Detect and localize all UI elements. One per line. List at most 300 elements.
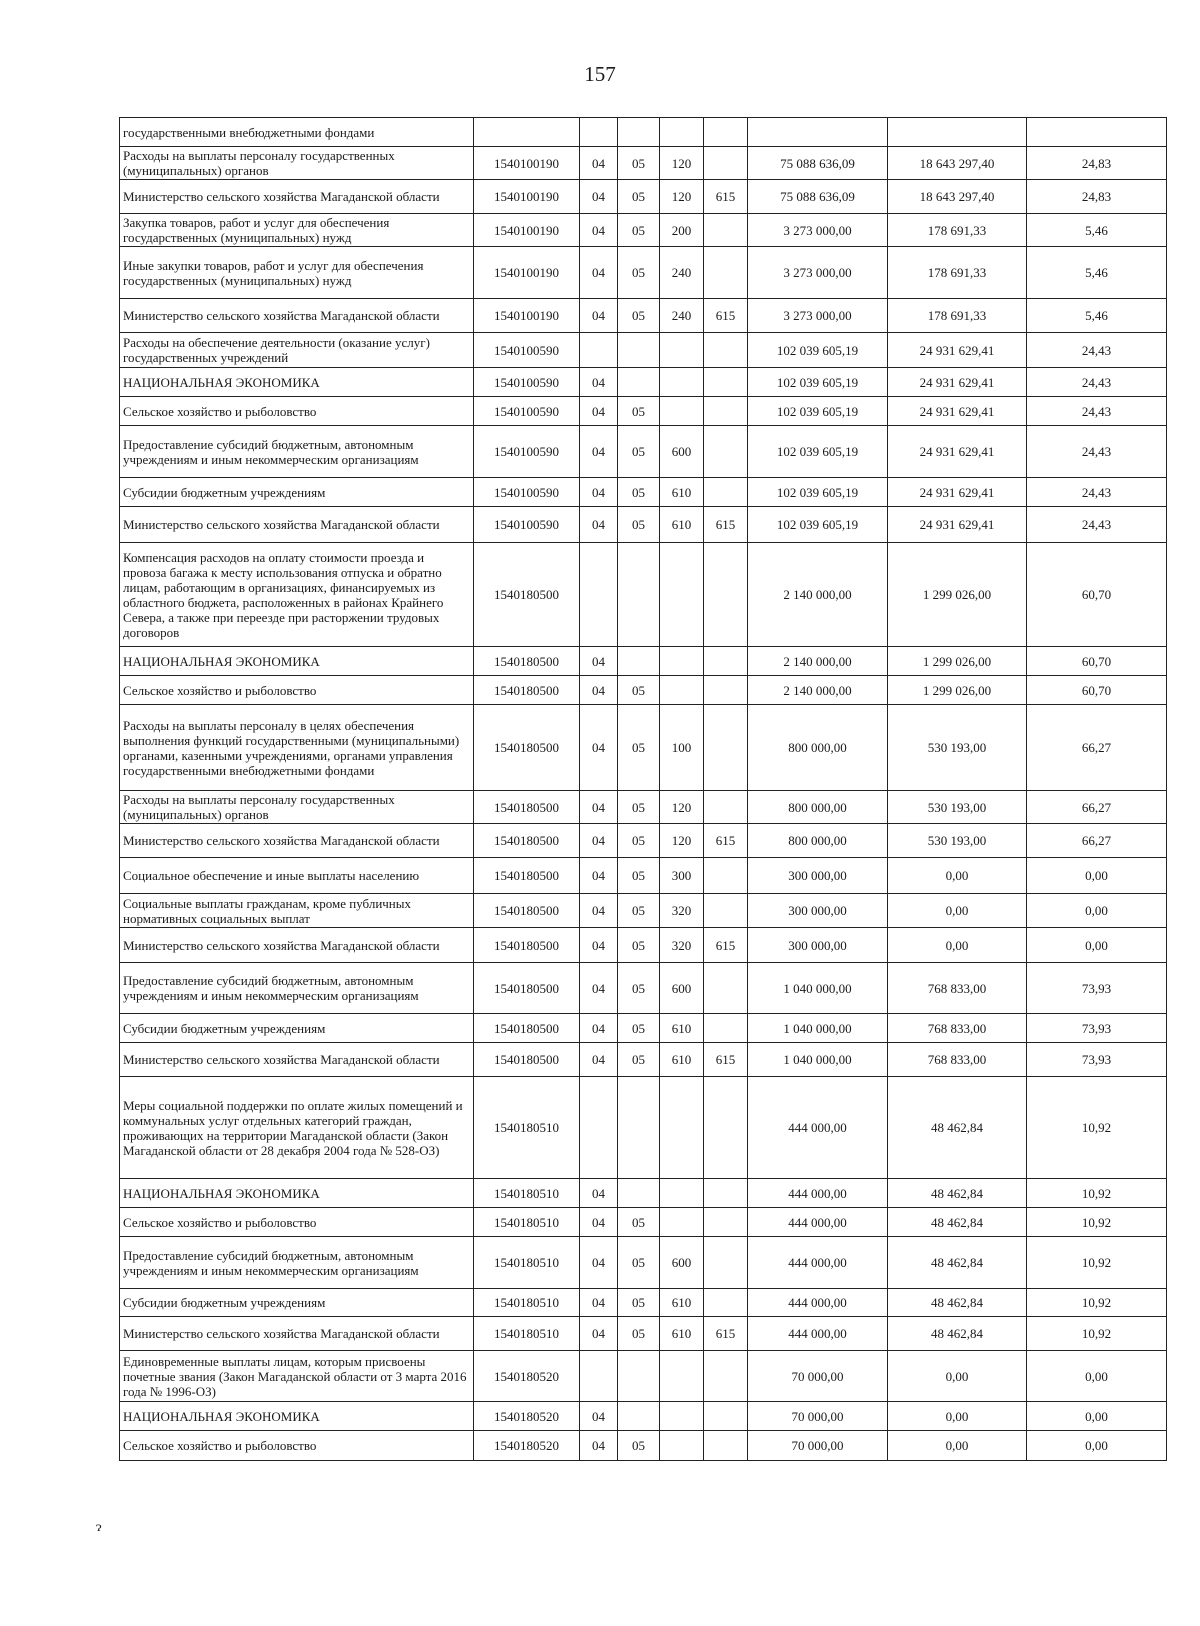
cell-name: Расходы на выплаты персоналу в целях обеспечения выполнения функций государственными (муниципальными) органами, казенными учреждениями, органами управления государственными внебюджетными фондами [120,705,474,791]
table-row [120,397,1167,426]
cell-plan: 102 039 605,19 [748,368,888,397]
cell-vr: 320 [660,894,704,928]
cell-fact: 18 643 297,40 [888,180,1027,214]
cell-pr: 05 [618,1237,660,1289]
table-row [120,1351,1167,1402]
cell-pr: 05 [618,299,660,333]
cell-gr [704,1014,748,1043]
cell-code: 1540100590 [474,333,580,368]
cell-fact: 0,00 [888,858,1027,894]
cell-plan: 444 000,00 [748,1208,888,1237]
cell-code: 1540180500 [474,543,580,647]
cell-plan: 300 000,00 [748,858,888,894]
table-row [120,705,1167,791]
cell-gr [704,705,748,791]
cell-fact: 768 833,00 [888,1014,1027,1043]
cell-pr: 05 [618,478,660,507]
cell-fact: 24 931 629,41 [888,368,1027,397]
cell-rz: 04 [580,247,618,299]
cell-code: 1540180500 [474,791,580,824]
table-row [120,824,1167,858]
cell-pr: 05 [618,1043,660,1077]
table-row [120,858,1167,894]
cell-gr [704,963,748,1014]
cell-vr [660,333,704,368]
cell-fact: 0,00 [888,1402,1027,1431]
cell-plan: 300 000,00 [748,928,888,963]
table-row [120,647,1167,676]
table-row [120,963,1167,1014]
cell-vr [660,1351,704,1402]
cell-code: 1540180510 [474,1289,580,1317]
cell-plan: 300 000,00 [748,894,888,928]
cell-pct: 0,00 [1027,1402,1167,1431]
cell-plan: 444 000,00 [748,1077,888,1179]
cell-name: Министерство сельского хозяйства Магаданской области [120,928,474,963]
cell-name: Единовременные выплаты лицам, которым присвоены почетные звания (Закон Магаданской области от 3 марта 2016 года № 1996-ОЗ) [120,1351,474,1402]
cell-pct: 73,93 [1027,1014,1167,1043]
cell-gr [704,368,748,397]
cell-gr [704,118,748,147]
cell-pct: 10,92 [1027,1077,1167,1179]
cell-vr [660,1431,704,1461]
cell-code: 1540100190 [474,247,580,299]
table-row [120,247,1167,299]
cell-name: Сельское хозяйство и рыболовство [120,676,474,705]
cell-vr [660,397,704,426]
cell-fact: 530 193,00 [888,705,1027,791]
cell-rz: 04 [580,478,618,507]
cell-gr [704,214,748,247]
table-row [120,928,1167,963]
cell-pr: 05 [618,824,660,858]
cell-gr: 615 [704,824,748,858]
cell-fact: 178 691,33 [888,299,1027,333]
cell-rz: 04 [580,824,618,858]
cell-pr: 05 [618,1289,660,1317]
cell-vr [660,1208,704,1237]
cell-fact: 1 299 026,00 [888,543,1027,647]
cell-name: Сельское хозяйство и рыболовство [120,1208,474,1237]
cell-gr [704,791,748,824]
cell-pct: 5,46 [1027,214,1167,247]
cell-plan: 70 000,00 [748,1402,888,1431]
cell-pr [618,647,660,676]
cell-vr: 120 [660,824,704,858]
cell-vr [660,647,704,676]
cell-pct: 24,43 [1027,426,1167,478]
cell-vr: 610 [660,1317,704,1351]
cell-rz: 04 [580,894,618,928]
cell-rz: 04 [580,963,618,1014]
cell-gr: 615 [704,928,748,963]
cell-plan: 444 000,00 [748,1179,888,1208]
cell-name: Расходы на выплаты персоналу государственных (муниципальных) органов [120,791,474,824]
cell-pct: 24,83 [1027,147,1167,180]
cell-rz: 04 [580,368,618,397]
cell-fact: 48 462,84 [888,1237,1027,1289]
cell-fact: 768 833,00 [888,1043,1027,1077]
cell-pct: 73,93 [1027,1043,1167,1077]
cell-pr: 05 [618,214,660,247]
cell-name: Расходы на обеспечение деятельности (оказание услуг) государственных учреждений [120,333,474,368]
cell-vr: 100 [660,705,704,791]
cell-pr [618,368,660,397]
cell-name: Министерство сельского хозяйства Магаданской области [120,1043,474,1077]
cell-fact: 24 931 629,41 [888,478,1027,507]
cell-vr: 120 [660,147,704,180]
cell-rz: 04 [580,791,618,824]
cell-pct: 10,92 [1027,1208,1167,1237]
cell-gr: 615 [704,180,748,214]
cell-name: Сельское хозяйство и рыболовство [120,1431,474,1461]
cell-vr [660,1402,704,1431]
table-row [120,894,1167,928]
cell-vr [660,1179,704,1208]
cell-vr [660,1077,704,1179]
cell-code: 1540180510 [474,1179,580,1208]
cell-gr [704,1077,748,1179]
cell-pct: 0,00 [1027,894,1167,928]
cell-pct [1027,118,1167,147]
cell-vr: 200 [660,214,704,247]
cell-rz: 04 [580,1317,618,1351]
cell-code: 1540100190 [474,180,580,214]
cell-plan: 2 140 000,00 [748,543,888,647]
cell-plan: 444 000,00 [748,1317,888,1351]
cell-name: НАЦИОНАЛЬНАЯ ЭКОНОМИКА [120,1402,474,1431]
cell-fact: 48 462,84 [888,1179,1027,1208]
cell-name: Меры социальной поддержки по оплате жилых помещений и коммунальных услуг отдельных категорий граждан, проживающих на территории Магаданской области (Закон Магаданской области от 28 декабря 2004 года № 528-ОЗ) [120,1077,474,1179]
cell-fact: 24 931 629,41 [888,507,1027,543]
cell-pr: 05 [618,147,660,180]
cell-fact: 0,00 [888,928,1027,963]
cell-pct: 0,00 [1027,858,1167,894]
cell-pr: 05 [618,858,660,894]
cell-pr: 05 [618,1014,660,1043]
cell-plan: 800 000,00 [748,791,888,824]
cell-vr: 600 [660,963,704,1014]
cell-fact: 0,00 [888,1351,1027,1402]
cell-fact: 178 691,33 [888,247,1027,299]
cell-vr [660,676,704,705]
cell-rz: 04 [580,426,618,478]
cell-plan: 2 140 000,00 [748,647,888,676]
table-row [120,1014,1167,1043]
cell-pr [618,1179,660,1208]
cell-vr [660,543,704,647]
cell-fact: 1 299 026,00 [888,676,1027,705]
cell-vr: 600 [660,426,704,478]
cell-fact: 24 931 629,41 [888,333,1027,368]
cell-rz: 04 [580,858,618,894]
cell-rz [580,543,618,647]
table-row [120,791,1167,824]
cell-vr: 600 [660,1237,704,1289]
cell-vr: 120 [660,791,704,824]
cell-name: Компенсация расходов на оплату стоимости проезда и провоза багажа к месту использования отпуска и обратно лицам, работающим в организациях, финансируемых из областного бюджета, расположенных в районах Крайнего Севера, а также при переезде при расторжении трудовых договоров [120,543,474,647]
cell-pr: 05 [618,791,660,824]
cell-rz: 04 [580,1289,618,1317]
table-row [120,1077,1167,1179]
cell-gr: 615 [704,507,748,543]
table-row [120,1402,1167,1431]
cell-plan [748,118,888,147]
cell-gr [704,1351,748,1402]
cell-pr: 05 [618,705,660,791]
cell-vr [660,118,704,147]
cell-fact: 48 462,84 [888,1208,1027,1237]
cell-gr [704,333,748,368]
cell-code: 1540180500 [474,963,580,1014]
cell-pct: 10,92 [1027,1179,1167,1208]
cell-fact [888,118,1027,147]
cell-plan: 75 088 636,09 [748,147,888,180]
cell-plan: 444 000,00 [748,1237,888,1289]
cell-code: 1540180500 [474,894,580,928]
cell-pct: 73,93 [1027,963,1167,1014]
table-row [120,426,1167,478]
cell-rz [580,1077,618,1179]
table-row [120,1208,1167,1237]
cell-rz: 04 [580,397,618,426]
cell-rz: 04 [580,180,618,214]
cell-fact: 48 462,84 [888,1289,1027,1317]
cell-pct: 0,00 [1027,928,1167,963]
cell-rz: 04 [580,647,618,676]
cell-plan: 102 039 605,19 [748,426,888,478]
cell-pr: 05 [618,928,660,963]
cell-code: 1540100590 [474,368,580,397]
cell-name: Субсидии бюджетным учреждениям [120,1014,474,1043]
cell-name: Министерство сельского хозяйства Магаданской области [120,1317,474,1351]
cell-pr: 05 [618,963,660,1014]
cell-rz: 04 [580,1014,618,1043]
cell-pr [618,543,660,647]
cell-code: 1540180500 [474,705,580,791]
cell-vr: 610 [660,1014,704,1043]
cell-code: 1540100590 [474,426,580,478]
cell-vr: 610 [660,478,704,507]
cell-rz: 04 [580,1043,618,1077]
cell-gr [704,247,748,299]
cell-plan: 3 273 000,00 [748,247,888,299]
cell-fact: 48 462,84 [888,1317,1027,1351]
cell-gr [704,676,748,705]
cell-vr: 120 [660,180,704,214]
cell-gr: 615 [704,299,748,333]
cell-gr [704,478,748,507]
cell-code: 1540180500 [474,676,580,705]
cell-code: 1540100190 [474,147,580,180]
cell-code: 1540100190 [474,214,580,247]
margin-mark: ɂ [96,1520,102,1535]
cell-vr [660,368,704,397]
cell-fact: 768 833,00 [888,963,1027,1014]
cell-gr [704,858,748,894]
cell-code: 1540100590 [474,507,580,543]
cell-name: НАЦИОНАЛЬНАЯ ЭКОНОМИКА [120,368,474,397]
cell-name: Предоставление субсидий бюджетным, автономным учреждениям и иным некоммерческим организациям [120,1237,474,1289]
cell-name: Министерство сельского хозяйства Магаданской области [120,824,474,858]
cell-plan: 70 000,00 [748,1431,888,1461]
cell-pr [618,333,660,368]
cell-pct: 24,43 [1027,333,1167,368]
cell-pr: 05 [618,507,660,543]
cell-vr: 300 [660,858,704,894]
table-row [120,478,1167,507]
cell-pr: 05 [618,426,660,478]
table-row [120,507,1167,543]
cell-plan: 70 000,00 [748,1351,888,1402]
cell-plan: 1 040 000,00 [748,1043,888,1077]
cell-name: НАЦИОНАЛЬНАЯ ЭКОНОМИКА [120,647,474,676]
cell-vr: 320 [660,928,704,963]
cell-code [474,118,580,147]
cell-code: 1540100190 [474,299,580,333]
cell-name: НАЦИОНАЛЬНАЯ ЭКОНОМИКА [120,1179,474,1208]
cell-rz [580,333,618,368]
table-body [120,118,1167,1461]
cell-pct: 10,92 [1027,1317,1167,1351]
cell-pr: 05 [618,676,660,705]
cell-pct: 24,43 [1027,478,1167,507]
cell-rz: 04 [580,676,618,705]
cell-pct: 24,43 [1027,397,1167,426]
table-row [120,1043,1167,1077]
cell-code: 1540180510 [474,1317,580,1351]
cell-name: Расходы на выплаты персоналу государственных (муниципальных) органов [120,147,474,180]
cell-rz: 04 [580,214,618,247]
cell-plan: 102 039 605,19 [748,397,888,426]
cell-plan: 800 000,00 [748,824,888,858]
page-number: 157 [584,62,616,86]
cell-pct: 5,46 [1027,299,1167,333]
cell-pr: 05 [618,397,660,426]
cell-code: 1540180520 [474,1431,580,1461]
cell-code: 1540180500 [474,647,580,676]
cell-code: 1540180500 [474,824,580,858]
cell-code: 1540180500 [474,858,580,894]
table-row [120,543,1167,647]
cell-pr [618,1402,660,1431]
cell-gr: 615 [704,1043,748,1077]
cell-pct: 0,00 [1027,1351,1167,1402]
cell-gr: 615 [704,1317,748,1351]
cell-pct: 5,46 [1027,247,1167,299]
cell-gr [704,647,748,676]
cell-plan: 102 039 605,19 [748,478,888,507]
table-row [120,299,1167,333]
cell-pr [618,118,660,147]
cell-rz: 04 [580,1431,618,1461]
cell-name: Субсидии бюджетным учреждениям [120,478,474,507]
table-row [120,147,1167,180]
cell-pr: 05 [618,1431,660,1461]
cell-pct: 10,92 [1027,1237,1167,1289]
table-row [120,1431,1167,1461]
cell-rz: 04 [580,299,618,333]
cell-vr: 610 [660,1289,704,1317]
cell-pr: 05 [618,894,660,928]
cell-fact: 24 931 629,41 [888,426,1027,478]
cell-gr [704,147,748,180]
cell-plan: 1 040 000,00 [748,1014,888,1043]
cell-fact: 24 931 629,41 [888,397,1027,426]
cell-rz: 04 [580,1208,618,1237]
cell-pct: 66,27 [1027,705,1167,791]
cell-vr: 240 [660,247,704,299]
cell-plan: 1 040 000,00 [748,963,888,1014]
cell-gr [704,1179,748,1208]
cell-name: Министерство сельского хозяйства Магаданской области [120,299,474,333]
cell-code: 1540180500 [474,928,580,963]
cell-plan: 102 039 605,19 [748,333,888,368]
cell-rz: 04 [580,507,618,543]
budget-table [119,117,1167,1461]
cell-pr: 05 [618,247,660,299]
cell-gr [704,1402,748,1431]
cell-fact: 530 193,00 [888,824,1027,858]
cell-plan: 3 273 000,00 [748,299,888,333]
cell-vr: 610 [660,1043,704,1077]
cell-gr [704,894,748,928]
cell-pct: 66,27 [1027,791,1167,824]
cell-pct: 10,92 [1027,1289,1167,1317]
cell-name: Иные закупки товаров, работ и услуг для обеспечения государственных (муниципальных) нужд [120,247,474,299]
cell-rz [580,1351,618,1402]
cell-code: 1540180510 [474,1237,580,1289]
cell-plan: 800 000,00 [748,705,888,791]
table-row [120,1179,1167,1208]
cell-fact: 18 643 297,40 [888,147,1027,180]
cell-name: Сельское хозяйство и рыболовство [120,397,474,426]
cell-name: Предоставление субсидий бюджетным, автономным учреждениям и иным некоммерческим организациям [120,963,474,1014]
cell-rz: 04 [580,1237,618,1289]
table-row [120,214,1167,247]
cell-pct: 24,43 [1027,507,1167,543]
cell-pct: 60,70 [1027,647,1167,676]
cell-rz: 04 [580,705,618,791]
cell-code: 1540180500 [474,1014,580,1043]
cell-gr [704,543,748,647]
cell-pr: 05 [618,1317,660,1351]
cell-code: 1540180520 [474,1351,580,1402]
cell-pr: 05 [618,180,660,214]
cell-name: Закупка товаров, работ и услуг для обеспечения государственных (муниципальных) нужд [120,214,474,247]
table-row [120,180,1167,214]
table-row [120,118,1167,147]
cell-pr [618,1077,660,1179]
cell-name: Предоставление субсидий бюджетным, автономным учреждениям и иным некоммерческим организациям [120,426,474,478]
cell-name: государственными внебюджетными фондами [120,118,474,147]
cell-fact: 530 193,00 [888,791,1027,824]
table-row [120,333,1167,368]
cell-gr [704,1289,748,1317]
table-row [120,676,1167,705]
cell-rz: 04 [580,1402,618,1431]
cell-pr: 05 [618,1208,660,1237]
cell-code: 1540100590 [474,478,580,507]
cell-fact: 0,00 [888,1431,1027,1461]
table-row [120,1317,1167,1351]
cell-code: 1540180510 [474,1208,580,1237]
cell-gr [704,1237,748,1289]
cell-rz: 04 [580,928,618,963]
cell-code: 1540180500 [474,1043,580,1077]
cell-pct: 0,00 [1027,1431,1167,1461]
cell-pct: 60,70 [1027,676,1167,705]
